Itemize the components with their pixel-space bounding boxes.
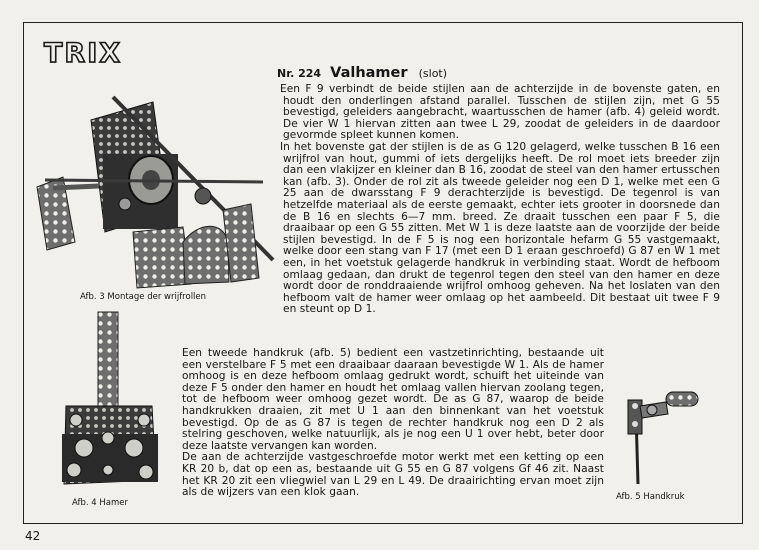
handkruk-illustration [622, 384, 704, 488]
model-number: Nr. 224 [277, 67, 322, 80]
caption-afb5: Afb. 5 Handkruk [616, 492, 685, 502]
paragraph: Een F 9 verbindt de beide stijlen aan de achterzijde in de bovenste gaten, en houdt den onderlingen afstand parallel. Tusschen de stijlen zijn, met G 55 bevestigd, geleiders aangebracht, waartusschen de hamer (afb. 4) geleid wordt. De vier W 1 hiervan zitten aan twee L 29, zoodat de geleiders in de daardoor gevormde spleet kunnen komen. [280, 83, 720, 142]
paragraph: Een tweede handkruk (afb. 5) bedient een vastzetinrichting, bestaande uit een verstelbare F 5 met een draaibaar daaraan bevestigde W 1. Als de hamer omhoog is en deze hefboom omlaag gedrukt wordt, schuift het uiteinde van deze F 5 onder den hamer en houdt het omlaag vallen hiervan zoolang tegen, tot de hefboom weer omhoog gezet wordt. De as G 87, waarop de beide handkrukken draaien, zit met U 1 aan den binnenkant van het voetstuk bevestigd. Op de as G 87 is tegen de rechter handkruk nog een D 2 als stelring geschoven, welke natuurlijk, als je nog een U 1 over hebt, beter door deze laatste vervangen kan worden. [182, 347, 604, 452]
montage-illustration [33, 92, 279, 292]
hamer-illustration [60, 310, 160, 496]
body-text-lower [182, 348, 604, 499]
trix-logo: TRIX [44, 38, 123, 69]
caption-afb3: Afb. 3 Montage der wrijfrollen [80, 292, 207, 302]
section-heading [277, 62, 447, 81]
title-suffix: (slot) [418, 67, 448, 80]
paragraph: De aan de achterzijde vastgeschroefde motor werkt met een ketting op een KR 20 b, dat op een as, bestaande uit G 55 en G 87 volgens Gf 46 zit. Naast het KR 20 zit een vliegwiel van L 29 en L 49. De draairichting ervan moet zijn als de wijzers van een klok gaan. [182, 451, 604, 499]
paragraph: In het bovenste gat der stijlen is de as G 120 gelagerd, welke tusschen B 16 een wrijfrol van hout, gummi of iets dergelijks heeft. De rol moet iets breeder zijn dan een vlakijzer en kleiner dan B 16, zoodat de steel van den hamer ertusschen kan (afb. 3). Onder de rol zit als tweede geleider nog een D 1, welke met een G 25 aan de dwarsstang F 9 derachterzijde is bevestigd. De tegenrol is van hetzelfde materiaal als de eerste gemaakt, echter iets grooter in doorsnede dan de B 16 en slechts 6—7 mm. breed. Ze draait tusschen een paar F 5, die draaibaar op een G 55 zitten. Met W 1 is deze laatste aan de voorzijde der beide stijlen bevestigd. In de F 5 is nog een horizontale hefarm G 55 vastgemaakt, welke door een stang van F 17 (met een D 1 eraan geschroefd) G 87 en W 1 met een, in het voetstuk gelagerde handkruk in verbinding staat. Wordt de hefboom omlaag gedaan, dan drukt de tegenrol tegen den steel van den hamer en deze wordt door de ronddraaiende wrijfrol omhoog geheven. Na het loslaten van den hefboom valt de hamer weer omlaag op het aambeeld. Dit bestaat uit twee F 9 en steunt op D 1. [280, 140, 720, 316]
caption-afb4: Afb. 4 Hamer [72, 498, 129, 508]
body-text-upper [280, 83, 720, 316]
page-title: Valhamer [330, 65, 408, 81]
page-number: 42 [25, 529, 41, 543]
